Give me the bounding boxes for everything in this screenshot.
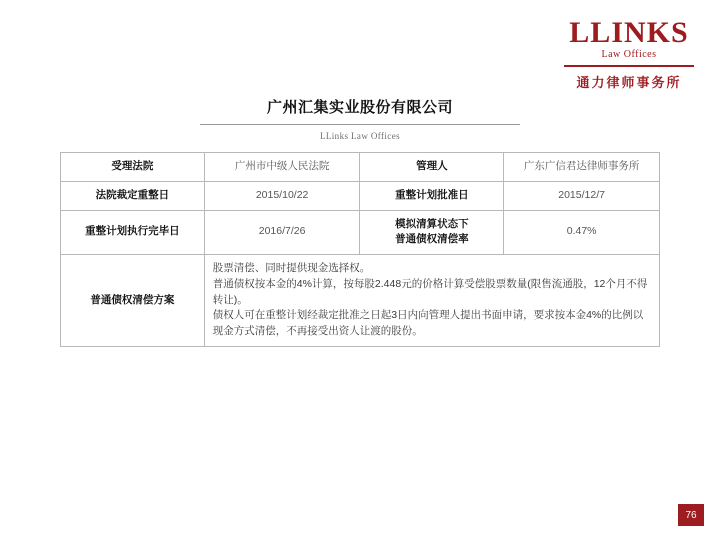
page-subtitle: LLinks Law Offices (319, 131, 400, 141)
row-value-court: 广州市中级人民法院 (204, 153, 360, 182)
row-label-repayment-plan: 普通债权清偿方案 (61, 255, 205, 347)
row-value-administrator: 广东广信君达律师事务所 (504, 153, 660, 182)
title-block (0, 96, 720, 141)
row-label-court: 受理法院 (61, 153, 205, 182)
logo-wordmark: LLINKS (569, 16, 689, 49)
row-label-administrator: 管理人 (360, 153, 504, 182)
table-row (61, 210, 660, 255)
repayment-paragraph: 股票清偿、同时提供现金选择权。 (212, 262, 371, 274)
row-value-repayment-plan (204, 255, 659, 347)
page-title: 广州汇集实业股份有限公司 (266, 99, 453, 116)
row-label-completion-date: 重整计划执行完毕日 (61, 210, 205, 255)
row-label-simulated-rate-line2: 普通债权清偿率 (395, 233, 469, 246)
title-divider (200, 124, 520, 125)
table-row (61, 255, 660, 347)
table-row (61, 153, 660, 182)
row-label-approval-date: 重整计划批准日 (360, 181, 504, 210)
logo-divider (564, 65, 694, 67)
row-value-ruling-date: 2015/10/22 (204, 181, 360, 210)
row-value-simulated-rate: 0.47% (504, 210, 660, 255)
info-table (60, 152, 660, 347)
row-label-simulated-rate (360, 210, 504, 255)
page-number-badge: 76 (678, 504, 704, 526)
row-value-completion-date: 2016/7/26 (204, 210, 360, 255)
row-label-ruling-date: 法院裁定重整日 (61, 181, 205, 210)
logo-chinese-name: 通力律师事务所 (576, 75, 682, 90)
logo-subtitle: Law Offices (601, 49, 657, 60)
logo (564, 18, 694, 91)
row-label-simulated-rate-line1: 模拟清算状态下 (395, 217, 469, 230)
row-value-approval-date: 2015/12/7 (504, 181, 660, 210)
table-row (61, 181, 660, 210)
repayment-paragraph: 债权人可在重整计划经裁定批准之日起3日内向管理人提出书面申请，要求按本金4%的比例以现金方式清偿，不再接受出资人让渡的股份。 (212, 309, 644, 337)
repayment-paragraph: 普通债权按本金的4%计算，按每股2.448元的价格计算受偿股票数量(限售流通股，12个月不得转让)。 (212, 277, 648, 306)
info-table-wrapper (60, 152, 660, 347)
